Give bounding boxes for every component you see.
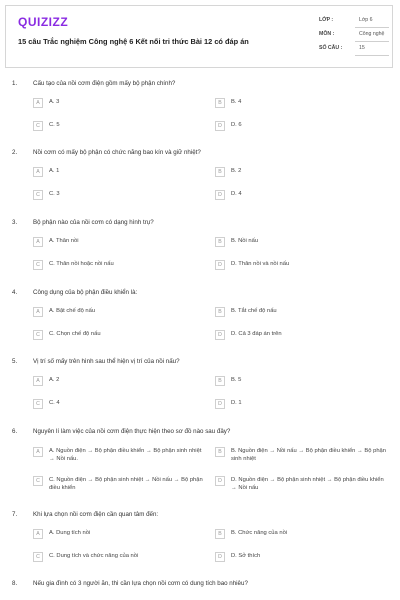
- option-text: B. 4: [231, 99, 242, 105]
- option-c[interactable]: [33, 476, 209, 496]
- meta-value: Công nghệ: [359, 31, 385, 37]
- meta-row-class: [319, 15, 389, 29]
- option-letter: C: [33, 121, 43, 131]
- option-letter: A: [33, 167, 43, 177]
- option-text: C. 3: [49, 191, 60, 197]
- question-text: Nguyên lí làm việc của nồi cơm điện thực hiện theo sơ đồ nào sau đây?: [33, 428, 231, 435]
- page-title: 15 câu Trắc nghiệm Công nghệ 6 Kết nối tri thức Bài 12 có đáp án: [18, 37, 249, 46]
- option-text: C. Thân nồi hoặc nồi nấu: [49, 261, 114, 267]
- option-letter: D: [215, 399, 225, 409]
- option-a[interactable]: [33, 167, 203, 179]
- question-number: 1.: [12, 80, 18, 87]
- meta-key: LỚP :: [319, 17, 334, 23]
- option-c[interactable]: [33, 399, 203, 411]
- option-a[interactable]: [33, 447, 209, 467]
- option-d[interactable]: [215, 476, 391, 496]
- option-text: D. 1: [231, 400, 242, 406]
- option-letter: B: [215, 307, 225, 317]
- option-letter: A: [33, 376, 43, 386]
- option-letter: D: [215, 330, 225, 340]
- option-text: A. Nguồn điện → Bộ phận điều khiển → Bộ phận sinh nhiệt → Nồi nấu.: [49, 448, 202, 462]
- option-letter: C: [33, 190, 43, 200]
- option-text: A. 3: [49, 99, 60, 105]
- option-letter: C: [33, 399, 43, 409]
- option-text: B. 5: [231, 377, 242, 383]
- option-d[interactable]: [215, 260, 385, 272]
- option-text: C. Nguồn điện → Bộ phận sinh nhiệt → Nồi nấu → Bộ phận điều khiển: [49, 477, 203, 491]
- option-letter: A: [33, 98, 43, 108]
- question-text: Cấu tạo của nồi cơm điện gồm mấy bộ phận chính?: [33, 80, 176, 87]
- option-text: A. 2: [49, 377, 60, 383]
- option-letter: D: [215, 476, 225, 486]
- option-text: B. Tắt chế độ nấu: [231, 308, 277, 314]
- option-d[interactable]: [215, 330, 385, 342]
- option-text: D. Cả 3 đáp án trên: [231, 331, 282, 337]
- option-text: A. Dung tích nồi: [49, 530, 91, 536]
- option-letter: A: [33, 447, 43, 457]
- meta-key: MÔN :: [319, 31, 335, 37]
- option-letter: B: [215, 447, 225, 457]
- option-text: A. Bật chế độ nấu: [49, 308, 96, 314]
- option-a[interactable]: [33, 376, 203, 388]
- question-text: Vị trí số mấy trên hình sau thể hiện vị trí của nồi nấu?: [33, 358, 180, 365]
- option-b[interactable]: [215, 167, 385, 179]
- option-letter: A: [33, 237, 43, 247]
- option-text: C. 4: [49, 400, 60, 406]
- question-number: 6.: [12, 428, 18, 435]
- option-c[interactable]: [33, 121, 203, 133]
- option-letter: C: [33, 330, 43, 340]
- option-text: B. Nồi nấu: [231, 238, 259, 244]
- option-b[interactable]: [215, 98, 385, 110]
- question-number: 8.: [12, 580, 18, 587]
- option-text: B. 2: [231, 168, 242, 174]
- option-b[interactable]: [215, 447, 391, 467]
- question-text: Khi lựa chọn nồi cơm điện cần quan tâm đến:: [33, 511, 159, 518]
- option-letter: C: [33, 260, 43, 270]
- option-text: D. Thân nồi và nồi nấu: [231, 261, 290, 267]
- meta-key: SỐ CÂU :: [319, 45, 343, 51]
- option-text: D. 4: [231, 191, 242, 197]
- option-a[interactable]: [33, 307, 203, 319]
- option-letter: D: [215, 190, 225, 200]
- option-text: D. Sở thích: [231, 553, 261, 559]
- option-c[interactable]: [33, 330, 203, 342]
- question-number: 7.: [12, 511, 18, 518]
- option-a[interactable]: [33, 529, 203, 541]
- option-c[interactable]: [33, 190, 203, 202]
- quizizz-logo: QUIZIZZ: [18, 15, 69, 29]
- option-text: A. Thân nồi: [49, 238, 79, 244]
- option-letter: C: [33, 552, 43, 562]
- option-letter: A: [33, 529, 43, 539]
- option-c[interactable]: [33, 552, 203, 564]
- option-letter: D: [215, 121, 225, 131]
- option-text: A. 1: [49, 168, 60, 174]
- option-letter: B: [215, 237, 225, 247]
- option-c[interactable]: [33, 260, 203, 272]
- option-text: D. 6: [231, 122, 242, 128]
- option-b[interactable]: [215, 529, 385, 541]
- option-b[interactable]: [215, 376, 385, 388]
- option-letter: A: [33, 307, 43, 317]
- question-text: Nếu gia đình có 3 người ăn, thì cần lựa chọn nồi cơm có dung tích bao nhiêu?: [33, 580, 248, 587]
- option-text: C. Chọn chế độ nấu: [49, 331, 101, 337]
- meta-underline: [355, 27, 389, 28]
- question-number: 2.: [12, 149, 18, 156]
- option-text: B. Chức năng của nồi: [231, 530, 288, 536]
- meta-value: Lớp 6: [359, 17, 373, 23]
- question-text: Nồi cơm có mấy bộ phận có chức năng bao kín và giữ nhiệt?: [33, 149, 201, 156]
- meta-row-count: [319, 43, 389, 57]
- option-letter: B: [215, 529, 225, 539]
- option-letter: D: [215, 552, 225, 562]
- question-text: Bộ phận nào của nồi cơm có dạng hình trụ?: [33, 219, 154, 226]
- question-text: Công dụng của bộ phận điều khiển là:: [33, 289, 138, 296]
- option-text: B. Nguồn điện → Nồi nấu → Bộ phận điều khiển → Bộ phận sinh nhiệt: [231, 448, 387, 462]
- option-text: C. 5: [49, 122, 60, 128]
- option-letter: B: [215, 167, 225, 177]
- option-a[interactable]: [33, 237, 203, 249]
- option-letter: B: [215, 98, 225, 108]
- meta-value: 15: [359, 45, 365, 51]
- option-d[interactable]: [215, 552, 385, 564]
- meta-underline: [355, 41, 389, 42]
- question-number: 3.: [12, 219, 18, 226]
- option-letter: D: [215, 260, 225, 270]
- option-letter: B: [215, 376, 225, 386]
- option-text: D. Nguồn điện → Bộ phận sinh nhiệt → Bộ phận điều khiển → Nồi nấu: [231, 477, 384, 491]
- option-d[interactable]: [215, 399, 385, 411]
- meta-row-subject: [319, 29, 389, 43]
- option-a[interactable]: [33, 98, 203, 110]
- meta-underline: [355, 55, 389, 56]
- option-d[interactable]: [215, 190, 385, 202]
- worksheet-header: [5, 5, 393, 68]
- option-text: C. Dung tích và chức năng của nồi: [49, 553, 139, 559]
- question-number: 4.: [12, 289, 18, 296]
- question-number: 5.: [12, 358, 18, 365]
- option-b[interactable]: [215, 237, 385, 249]
- meta-panel: [319, 15, 389, 57]
- option-letter: C: [33, 476, 43, 486]
- option-b[interactable]: [215, 307, 385, 319]
- option-d[interactable]: [215, 121, 385, 133]
